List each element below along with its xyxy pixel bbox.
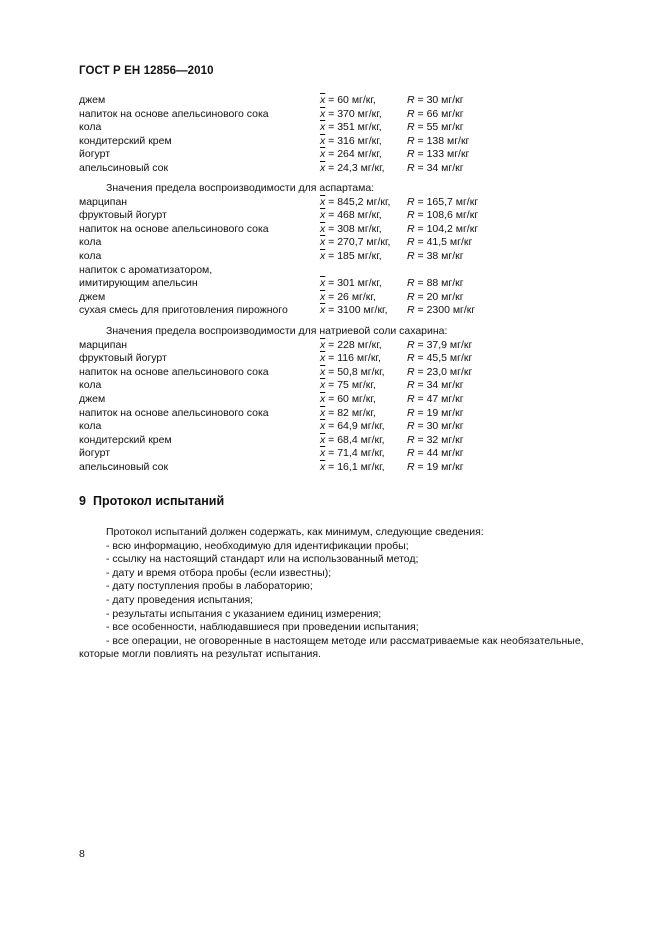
x-bar-symbol: $\overline{x}$ <box>320 249 326 262</box>
mean-value: $\overline{x} = 351$ мг/кг, <box>320 121 382 134</box>
product-name: напиток с ароматизатором, <box>79 263 213 276</box>
product-name: кондитерский крем <box>79 134 172 147</box>
protocol-item: - дату и время отбора пробы (если известны); <box>106 566 332 579</box>
value-row <box>79 264 599 278</box>
value-row <box>79 379 599 393</box>
product-name: йогурт <box>79 148 111 161</box>
r-symbol: R <box>407 338 415 351</box>
r-symbol: R <box>407 134 415 147</box>
reproducibility-value-text: 19 мг/кг <box>426 406 464 419</box>
value-row <box>79 108 599 122</box>
mean-value: $\overline{x} = 468$ мг/кг, <box>320 209 382 222</box>
x-bar-symbol: $\overline{x}$ <box>320 420 326 433</box>
x-bar-symbol: $\overline{x}$ <box>320 304 326 317</box>
x-bar-symbol: $\overline{x}$ <box>320 107 326 120</box>
reproducibility-value: R = 104,2 мг/кг <box>407 222 479 235</box>
x-bar-symbol: $\overline{x}$ <box>320 236 326 249</box>
section-number: 9 <box>79 494 86 508</box>
mean-value: $\overline{x} = 116$ мг/кг, <box>320 352 381 365</box>
mean-value: $\overline{x} = 308$ мг/кг, <box>320 222 382 235</box>
reproducibility-value-text: 55 мг/кг <box>426 121 464 134</box>
value-row <box>79 223 599 237</box>
mean-value-text: 82 мг/кг, <box>337 406 376 419</box>
mean-value-text: 351 мг/кг, <box>337 121 382 134</box>
r-symbol: R <box>407 433 415 446</box>
r-symbol: R <box>407 249 415 262</box>
mean-value-text: 370 мг/кг, <box>337 107 382 120</box>
product-name: кондитерский крем <box>79 433 172 446</box>
r-symbol: R <box>407 379 415 392</box>
x-bar-symbol: $\overline{x}$ <box>320 222 326 235</box>
product-name: напиток на основе апельсинового сока <box>79 222 269 235</box>
mean-value-text: 468 мг/кг, <box>337 209 382 222</box>
value-row <box>79 407 599 421</box>
section-9-title <box>79 494 224 508</box>
x-bar-symbol: $\overline{x}$ <box>320 392 326 405</box>
reproducibility-value: R = 47 мг/кг <box>407 392 464 405</box>
r-symbol: R <box>407 94 415 106</box>
reproducibility-value-text: 47 мг/кг <box>426 392 464 405</box>
reproducibility-value: R = 108,6 мг/кг <box>407 209 479 222</box>
reproducibility-value: R = 138 мг/кг <box>407 134 470 147</box>
product-name: фруктовый йогурт <box>79 352 167 365</box>
x-bar-symbol: $\overline{x}$ <box>320 277 326 290</box>
value-row <box>79 447 599 461</box>
mean-value: $\overline{x} = 60$ мг/кг, <box>320 392 376 405</box>
mean-value-text: 116 мг/кг, <box>337 352 381 365</box>
reproducibility-value: R = 44 мг/кг <box>407 447 464 460</box>
reproducibility-value-text: 41,5 мг/кг <box>426 236 473 249</box>
protocol-intro: Протокол испытаний должен содержать, как минимум, следующие сведения: <box>106 526 484 538</box>
page-header: ГОСТ Р ЕН 12856—2010 <box>79 65 214 77</box>
value-row <box>79 196 599 210</box>
x-bar-symbol: $\overline{x}$ <box>320 338 326 351</box>
x-bar-symbol: $\overline{x}$ <box>320 379 326 392</box>
reproducibility-value: R = 30 мг/кг <box>407 420 464 433</box>
value-row <box>79 461 599 475</box>
value-row <box>79 209 599 223</box>
x-bar-symbol: $\overline{x}$ <box>320 290 326 303</box>
reproducibility-value: R = 133 мг/кг <box>407 148 470 161</box>
x-bar-symbol: $\overline{x}$ <box>320 148 326 161</box>
reproducibility-value: R = 66 мг/кг <box>407 107 464 120</box>
mean-value-text: 308 мг/кг, <box>337 222 382 235</box>
reproducibility-value: R = 45,5 мг/кг <box>407 352 473 365</box>
mean-value-text: 845,2 мг/кг, <box>337 195 391 208</box>
reproducibility-value-text: 138 мг/кг <box>426 134 470 147</box>
r-symbol: R <box>407 121 415 134</box>
reproducibility-value: R = 55 мг/кг <box>407 121 464 134</box>
mean-value-text: 60 мг/кг, <box>337 94 376 106</box>
value-row <box>79 393 599 407</box>
product-name: кола <box>79 420 102 433</box>
protocol-item: - всю информацию, необходимую для идентификации пробы; <box>106 539 409 552</box>
value-row <box>79 304 599 318</box>
section-title-text: Протокол испытаний <box>92 494 225 508</box>
reproducibility-value-text: 2300 мг/кг <box>426 304 476 317</box>
product-name: кола <box>79 236 102 249</box>
mean-value: $\overline{x} = 228$ мг/кг, <box>320 338 382 351</box>
mean-value-text: 185 мг/кг, <box>337 249 382 262</box>
reproducibility-value-text: 45,5 мг/кг <box>426 352 473 365</box>
reproducibility-value: R = 20 мг/кг <box>407 290 464 303</box>
product-name: кола <box>79 249 102 262</box>
product-name: апельсиновый сок <box>79 161 169 174</box>
product-name: апельсиновый сок <box>79 460 169 473</box>
product-name: сухая смесь для приготовления пирожного <box>79 304 288 317</box>
mean-value: $\overline{x} = 316$ мг/кг, <box>320 134 382 147</box>
reproducibility-value: R = 32 мг/кг <box>407 433 464 446</box>
reproducibility-value-text: 108,6 мг/кг <box>426 209 479 222</box>
mean-value-text: 71,4 мг/кг, <box>337 447 385 460</box>
r-symbol: R <box>407 222 415 235</box>
mean-value: $\overline{x} = 3100$ мг/кг, <box>320 304 388 317</box>
mean-value: $\overline{x} = 845,2$ мг/кг, <box>320 195 391 208</box>
value-row <box>79 94 599 108</box>
reproducibility-value-text: 44 мг/кг <box>426 447 464 460</box>
value-row <box>79 434 599 448</box>
r-symbol: R <box>407 148 415 161</box>
r-symbol: R <box>407 447 415 460</box>
value-row <box>79 277 599 291</box>
reproducibility-value: R = 88 мг/кг <box>407 277 464 290</box>
page-number: 8 <box>79 848 85 860</box>
mean-value: $\overline{x} = 185$ мг/кг, <box>320 249 382 262</box>
product-name: джем <box>79 94 106 106</box>
block-heading: Значения предела воспроизводимости для натриевой соли сахарина: <box>106 325 448 337</box>
mean-value-text: 228 мг/кг, <box>337 338 382 351</box>
product-name: фруктовый йогурт <box>79 209 167 222</box>
reproducibility-value-text: 38 мг/кг <box>426 249 464 262</box>
protocol-item: - ссылку на настоящий стандарт или на использованный метод; <box>106 553 419 566</box>
r-symbol: R <box>407 304 415 317</box>
product-name: йогурт <box>79 447 111 460</box>
reproducibility-value: R = 165,7 мг/кг <box>407 195 479 208</box>
reproducibility-value: R = 23,0 мг/кг <box>407 365 473 378</box>
r-symbol: R <box>407 352 415 365</box>
r-symbol: R <box>407 460 415 473</box>
product-name: марципан <box>79 195 128 208</box>
product-name: имитирующим апельсин <box>79 277 198 290</box>
reproducibility-value: R = 34 мг/кг <box>407 379 464 392</box>
mean-value-text: 301 мг/кг, <box>337 277 382 290</box>
reproducibility-value-text: 37,9 мг/кг <box>426 338 473 351</box>
r-symbol: R <box>407 236 415 249</box>
x-bar-symbol: $\overline{x}$ <box>320 134 326 147</box>
value-row <box>79 135 599 149</box>
mean-value-text: 3100 мг/кг, <box>337 304 388 317</box>
r-symbol: R <box>407 107 415 120</box>
x-bar-symbol: $\overline{x}$ <box>320 94 326 106</box>
mean-value: $\overline{x} = 270,7$ мг/кг, <box>320 236 391 249</box>
value-row <box>79 121 599 135</box>
reproducibility-value-text: 23,0 мг/кг <box>426 365 473 378</box>
value-row <box>79 291 599 305</box>
mean-value-text: 68,4 мг/кг, <box>337 433 385 446</box>
product-name: напиток на основе апельсинового сока <box>79 107 269 120</box>
r-symbol: R <box>407 392 415 405</box>
protocol-item: - дату поступления пробы в лабораторию; <box>106 580 313 593</box>
value-row <box>79 250 599 264</box>
mean-value: $\overline{x} = 68,4$ мг/кг, <box>320 433 385 446</box>
value-row <box>79 148 599 162</box>
value-row <box>79 366 599 380</box>
r-symbol: R <box>407 161 415 174</box>
reproducibility-value-text: 34 мг/кг <box>426 379 464 392</box>
mean-value-text: 26 мг/кг, <box>337 290 376 303</box>
r-symbol: R <box>407 406 415 419</box>
reproducibility-value-text: 88 мг/кг <box>426 277 464 290</box>
reproducibility-value-text: 165,7 мг/кг <box>426 195 479 208</box>
reproducibility-value-text: 19 мг/кг <box>426 460 464 473</box>
protocol-requirements <box>79 526 624 662</box>
mean-value: $\overline{x} = 64,9$ мг/кг, <box>320 420 385 433</box>
value-row <box>79 339 599 353</box>
values-block-aspartame <box>79 182 599 318</box>
x-bar-symbol: $\overline{x}$ <box>320 433 326 446</box>
reproducibility-value-text: 32 мг/кг <box>426 433 464 446</box>
mean-value: $\overline{x} = 82$ мг/кг, <box>320 406 376 419</box>
values-block-saccharin <box>79 325 599 475</box>
product-name: кола <box>79 121 102 134</box>
reproducibility-value: R = 19 мг/кг <box>407 406 464 419</box>
mean-value-text: 270,7 мг/кг, <box>337 236 391 249</box>
mean-value: $\overline{x} = 370$ мг/кг, <box>320 107 382 120</box>
mean-value: $\overline{x} = 264$ мг/кг, <box>320 148 382 161</box>
mean-value: $\overline{x} = 16,1$ мг/кг, <box>320 460 385 473</box>
reproducibility-value-text: 20 мг/кг <box>426 290 464 303</box>
x-bar-symbol: $\overline{x}$ <box>320 365 326 378</box>
product-name: напиток на основе апельсинового сока <box>79 365 269 378</box>
x-bar-symbol: $\overline{x}$ <box>320 195 326 208</box>
x-bar-symbol: $\overline{x}$ <box>320 406 326 419</box>
protocol-item: - все операции, не оговоренные в настоящем методе или рассматриваемые как необязательные, <box>106 634 584 647</box>
reproducibility-value-text: 66 мг/кг <box>426 107 464 120</box>
x-bar-symbol: $\overline{x}$ <box>320 209 326 222</box>
mean-value: $\overline{x} = 71,4$ мг/кг, <box>320 447 385 460</box>
r-symbol: R <box>407 195 415 208</box>
mean-value-text: 75 мг/кг, <box>337 379 376 392</box>
x-bar-symbol: $\overline{x}$ <box>320 460 326 473</box>
r-symbol: R <box>407 277 415 290</box>
r-symbol: R <box>407 365 415 378</box>
value-row <box>79 236 599 250</box>
protocol-item: - дату проведения испытания; <box>106 593 254 606</box>
reproducibility-value-text: 30 мг/кг <box>426 420 464 433</box>
x-bar-symbol: $\overline{x}$ <box>320 161 326 174</box>
x-bar-symbol: $\overline{x}$ <box>320 121 326 134</box>
reproducibility-value-text: 104,2 мг/кг <box>426 222 479 235</box>
reproducibility-value-text: 30 мг/кг <box>426 94 464 106</box>
value-row <box>79 420 599 434</box>
mean-value: $\overline{x} = 50,8$ мг/кг, <box>320 365 385 378</box>
r-symbol: R <box>407 209 415 222</box>
r-symbol: R <box>407 290 415 303</box>
mean-value: $\overline{x} = 75$ мг/кг, <box>320 379 376 392</box>
product-name: напиток на основе апельсинового сока <box>79 406 269 419</box>
mean-value-text: 16,1 мг/кг, <box>337 460 385 473</box>
mean-value-text: 316 мг/кг, <box>337 134 382 147</box>
mean-value-text: 264 мг/кг, <box>337 148 382 161</box>
reproducibility-value: R = 38 мг/кг <box>407 249 464 262</box>
mean-value: $\overline{x} = 60$ мг/кг, <box>320 94 376 106</box>
x-bar-symbol: $\overline{x}$ <box>320 352 326 365</box>
x-bar-symbol: $\overline{x}$ <box>320 447 326 460</box>
protocol-item-continuation: которые могли повлиять на результат испытания. <box>79 648 321 661</box>
product-name: марципан <box>79 338 128 351</box>
mean-value-text: 60 мг/кг, <box>337 392 376 405</box>
reproducibility-value: R = 19 мг/кг <box>407 460 464 473</box>
reproducibility-value: R = 34 мг/кг <box>407 161 464 174</box>
protocol-item: - результаты испытания с указанием единиц измерения; <box>106 607 382 620</box>
mean-value: $\overline{x} = 26$ мг/кг, <box>320 290 376 303</box>
mean-value-text: 50,8 мг/кг, <box>337 365 385 378</box>
reproducibility-value: R = 30 мг/кг <box>407 94 464 106</box>
product-name: кола <box>79 379 102 392</box>
reproducibility-value: R = 41,5 мг/кг <box>407 236 473 249</box>
value-row <box>79 352 599 366</box>
r-symbol: R <box>407 420 415 433</box>
product-name: джем <box>79 392 106 405</box>
reproducibility-value-text: 34 мг/кг <box>426 161 464 174</box>
values-block-1 <box>79 94 599 176</box>
block-heading: Значения предела воспроизводимости для аспартама: <box>106 182 375 194</box>
reproducibility-value-text: 133 мг/кг <box>426 148 470 161</box>
reproducibility-value: R = 37,9 мг/кг <box>407 338 473 351</box>
mean-value-text: 24,3 мг/кг, <box>337 161 385 174</box>
mean-value: $\overline{x} = 301$ мг/кг, <box>320 277 382 290</box>
protocol-item: - все особенности, наблюдавшиеся при проведении испытания; <box>106 621 419 634</box>
mean-value-text: 64,9 мг/кг, <box>337 420 385 433</box>
reproducibility-value: R = 2300 мг/кг <box>407 304 476 317</box>
mean-value: $\overline{x} = 24,3$ мг/кг, <box>320 161 385 174</box>
product-name: джем <box>79 290 106 303</box>
value-row <box>79 162 599 176</box>
